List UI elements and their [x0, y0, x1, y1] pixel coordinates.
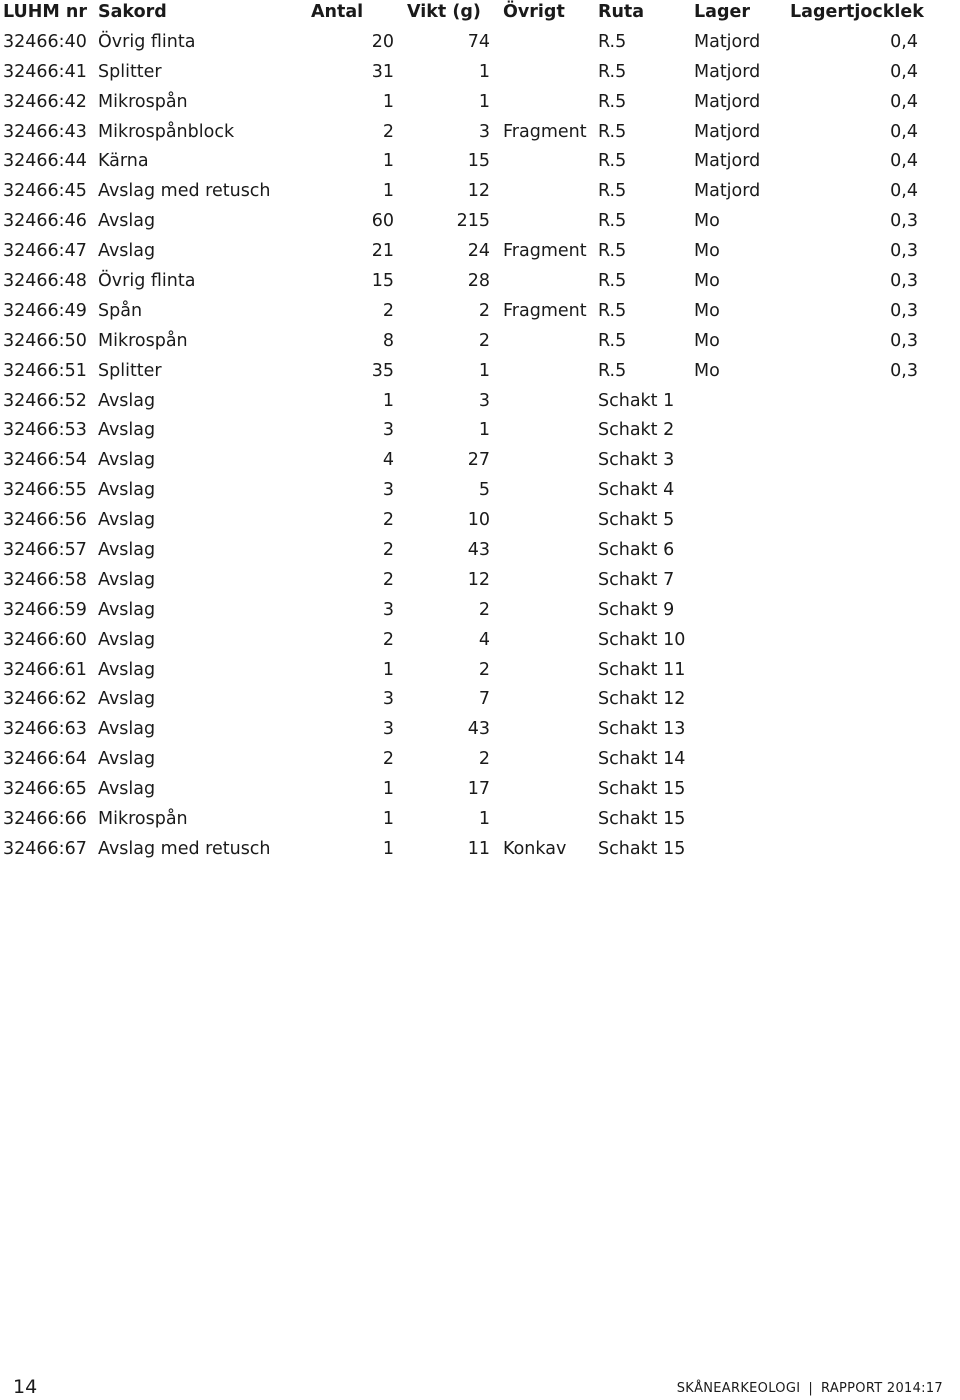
cell-ruta: Schakt 2 [598, 420, 675, 441]
cell-sakord: Avslag [98, 719, 156, 740]
cell-antal: 21 [371, 241, 394, 262]
cell-vikt: 5 [478, 480, 490, 501]
cell-sakord: Avslag [98, 779, 156, 800]
cell-lagertjocklek: 0,3 [890, 360, 918, 381]
cell-ruta: R.5 [598, 300, 627, 321]
page-footer [0, 1372, 960, 1400]
cell-sakord: Övrig flinta [98, 31, 196, 52]
cell-ruta: R.5 [598, 121, 627, 142]
cell-luhm-nr: 32466:41 [3, 61, 87, 82]
table-body [0, 30, 960, 867]
cell-ruta: Schakt 15 [598, 779, 686, 800]
cell-antal: 2 [382, 540, 394, 561]
table-row [0, 149, 960, 179]
cell-lager: Mo [694, 360, 720, 381]
cell-antal: 1 [382, 809, 394, 830]
cell-luhm-nr: 32466:59 [3, 599, 87, 620]
cell-sakord: Mikrospån [98, 809, 188, 830]
header-lager: Lager [694, 2, 750, 22]
table-header-row [0, 0, 960, 30]
cell-ruta: Schakt 10 [598, 629, 686, 650]
cell-vikt: 12 [467, 181, 490, 202]
cell-ruta: R.5 [598, 241, 627, 262]
cell-vikt: 43 [467, 719, 490, 740]
cell-vikt: 2 [478, 599, 490, 620]
cell-luhm-nr: 32466:49 [3, 300, 87, 321]
cell-lagertjocklek: 0,4 [890, 31, 918, 52]
header-sakord: Sakord [98, 2, 167, 22]
cell-luhm-nr: 32466:51 [3, 360, 87, 381]
cell-antal: 35 [371, 360, 394, 381]
cell-sakord: Avslag [98, 569, 156, 590]
cell-sakord: Avslag [98, 480, 156, 501]
cell-antal: 3 [382, 480, 394, 501]
cell-antal: 4 [382, 450, 394, 471]
cell-luhm-nr: 32466:57 [3, 540, 87, 561]
cell-vikt: 1 [478, 809, 490, 830]
cell-vikt: 28 [467, 271, 490, 292]
cell-vikt: 10 [467, 510, 490, 531]
cell-vikt: 3 [478, 390, 490, 411]
cell-ruta: R.5 [598, 181, 627, 202]
table-row [0, 478, 960, 508]
cell-antal: 2 [382, 569, 394, 590]
cell-vikt: 1 [478, 91, 490, 112]
cell-vikt: 2 [478, 659, 490, 680]
cell-ruta: Schakt 6 [598, 540, 675, 561]
cell-vikt: 12 [467, 569, 490, 590]
cell-sakord: Avslag [98, 629, 156, 650]
cell-antal: 31 [371, 61, 394, 82]
cell-ruta: Schakt 12 [598, 689, 686, 710]
cell-lager: Mo [694, 211, 720, 232]
cell-antal: 3 [382, 719, 394, 740]
cell-luhm-nr: 32466:55 [3, 480, 87, 501]
cell-ruta: Schakt 13 [598, 719, 686, 740]
header-ovrigt: Övrigt [503, 2, 565, 22]
footer-separator: | [808, 1381, 814, 1396]
cell-ovrigt: Konkav [503, 838, 567, 859]
cell-sakord: Övrig flinta [98, 271, 196, 292]
cell-ruta: R.5 [598, 360, 627, 381]
table-row [0, 807, 960, 837]
table-row [0, 448, 960, 478]
cell-lagertjocklek: 0,3 [890, 241, 918, 262]
cell-sakord: Splitter [98, 61, 162, 82]
table-row [0, 389, 960, 419]
cell-lagertjocklek: 0,3 [890, 211, 918, 232]
cell-ruta: Schakt 3 [598, 450, 675, 471]
table-row [0, 538, 960, 568]
cell-sakord: Avslag [98, 599, 156, 620]
cell-luhm-nr: 32466:42 [3, 91, 87, 112]
table-row [0, 269, 960, 299]
cell-luhm-nr: 32466:56 [3, 510, 87, 531]
cell-sakord: Avslag [98, 390, 156, 411]
cell-luhm-nr: 32466:63 [3, 719, 87, 740]
cell-ruta: Schakt 9 [598, 599, 675, 620]
cell-ovrigt: Fragment [503, 121, 587, 142]
cell-luhm-nr: 32466:46 [3, 211, 87, 232]
cell-ruta: R.5 [598, 211, 627, 232]
cell-antal: 2 [382, 510, 394, 531]
cell-luhm-nr: 32466:50 [3, 330, 87, 351]
header-luhm-nr: LUHM nr [3, 2, 87, 22]
page-number: 14 [13, 1376, 38, 1398]
table-row [0, 120, 960, 150]
cell-vikt: 11 [467, 838, 490, 859]
cell-antal: 3 [382, 689, 394, 710]
table-row [0, 179, 960, 209]
table-row [0, 239, 960, 269]
cell-luhm-nr: 32466:67 [3, 838, 87, 859]
cell-lagertjocklek: 0,3 [890, 330, 918, 351]
table-row [0, 329, 960, 359]
table-row [0, 209, 960, 239]
cell-vikt: 2 [478, 330, 490, 351]
cell-vikt: 7 [478, 689, 490, 710]
cell-ruta: R.5 [598, 330, 627, 351]
cell-vikt: 1 [478, 360, 490, 381]
cell-ovrigt: Fragment [503, 241, 587, 262]
header-lagertjocklek: Lagertjocklek [790, 2, 924, 22]
cell-antal: 1 [382, 838, 394, 859]
table-row [0, 30, 960, 60]
cell-luhm-nr: 32466:44 [3, 151, 87, 172]
table-row [0, 568, 960, 598]
cell-antal: 60 [371, 211, 394, 232]
cell-lager: Matjord [694, 31, 761, 52]
cell-lagertjocklek: 0,4 [890, 151, 918, 172]
cell-vikt: 2 [478, 749, 490, 770]
cell-luhm-nr: 32466:54 [3, 450, 87, 471]
cell-sakord: Mikrospån [98, 91, 188, 112]
cell-sakord: Avslag [98, 540, 156, 561]
cell-vikt: 24 [467, 241, 490, 262]
cell-ruta: Schakt 14 [598, 749, 686, 770]
table-row [0, 598, 960, 628]
cell-ruta: Schakt 15 [598, 838, 686, 859]
cell-ruta: R.5 [598, 151, 627, 172]
cell-vikt: 43 [467, 540, 490, 561]
table-row [0, 60, 960, 90]
cell-luhm-nr: 32466:58 [3, 569, 87, 590]
cell-luhm-nr: 32466:45 [3, 181, 87, 202]
cell-lagertjocklek: 0,4 [890, 181, 918, 202]
cell-lager: Matjord [694, 151, 761, 172]
cell-antal: 2 [382, 629, 394, 650]
table-row [0, 418, 960, 448]
cell-ruta: R.5 [598, 271, 627, 292]
cell-lagertjocklek: 0,4 [890, 121, 918, 142]
cell-sakord: Avslag [98, 211, 156, 232]
cell-luhm-nr: 32466:40 [3, 31, 87, 52]
cell-luhm-nr: 32466:52 [3, 390, 87, 411]
table-row [0, 508, 960, 538]
cell-antal: 2 [382, 121, 394, 142]
cell-sakord: Avslag [98, 659, 156, 680]
cell-sakord: Splitter [98, 360, 162, 381]
cell-luhm-nr: 32466:61 [3, 659, 87, 680]
cell-vikt: 2 [478, 300, 490, 321]
header-ruta: Ruta [598, 2, 645, 22]
cell-antal: 20 [371, 31, 394, 52]
cell-lagertjocklek: 0,4 [890, 91, 918, 112]
cell-lager: Matjord [694, 181, 761, 202]
cell-sakord: Avslag med retusch [98, 181, 271, 202]
cell-antal: 3 [382, 599, 394, 620]
cell-antal: 1 [382, 181, 394, 202]
table-row [0, 687, 960, 717]
header-antal: Antal [311, 2, 364, 22]
cell-vikt: 15 [467, 151, 490, 172]
publisher-name: SKÅNEARKEOLOGI [676, 1381, 801, 1396]
report-reference [677, 1381, 943, 1396]
cell-lagertjocklek: 0,3 [890, 271, 918, 292]
cell-lager: Matjord [694, 91, 761, 112]
cell-antal: 8 [382, 330, 394, 351]
cell-ruta: Schakt 15 [598, 809, 686, 830]
cell-luhm-nr: 32466:53 [3, 420, 87, 441]
table-row [0, 658, 960, 688]
cell-antal: 1 [382, 779, 394, 800]
cell-vikt: 1 [478, 61, 490, 82]
table-row [0, 299, 960, 329]
cell-vikt: 74 [467, 31, 490, 52]
header-vikt: Vikt (g) [407, 2, 481, 22]
cell-vikt: 17 [467, 779, 490, 800]
cell-ruta: Schakt 1 [598, 390, 675, 411]
table-row [0, 777, 960, 807]
cell-lager: Mo [694, 271, 720, 292]
cell-lager: Matjord [694, 61, 761, 82]
cell-vikt: 4 [478, 629, 490, 650]
cell-luhm-nr: 32466:60 [3, 629, 87, 650]
cell-antal: 15 [371, 271, 394, 292]
cell-sakord: Avslag [98, 749, 156, 770]
table-row [0, 717, 960, 747]
cell-sakord: Avslag [98, 420, 156, 441]
cell-antal: 2 [382, 300, 394, 321]
table-row [0, 837, 960, 867]
cell-antal: 1 [382, 91, 394, 112]
cell-ruta: R.5 [598, 31, 627, 52]
cell-lagertjocklek: 0,3 [890, 300, 918, 321]
cell-luhm-nr: 32466:43 [3, 121, 87, 142]
cell-antal: 3 [382, 420, 394, 441]
cell-antal: 2 [382, 749, 394, 770]
cell-antal: 1 [382, 659, 394, 680]
cell-vikt: 27 [467, 450, 490, 471]
cell-sakord: Mikrospån [98, 330, 188, 351]
table-row [0, 359, 960, 389]
cell-lager: Mo [694, 300, 720, 321]
cell-ovrigt: Fragment [503, 300, 587, 321]
cell-luhm-nr: 32466:66 [3, 809, 87, 830]
cell-luhm-nr: 32466:62 [3, 689, 87, 710]
cell-luhm-nr: 32466:48 [3, 271, 87, 292]
cell-luhm-nr: 32466:47 [3, 241, 87, 262]
cell-antal: 1 [382, 151, 394, 172]
cell-lager: Mo [694, 241, 720, 262]
cell-sakord: Avslag med retusch [98, 838, 271, 859]
cell-lager: Mo [694, 330, 720, 351]
cell-sakord: Mikrospånblock [98, 121, 235, 142]
cell-sakord: Kärna [98, 151, 149, 172]
cell-lager: Matjord [694, 121, 761, 142]
cell-ruta: R.5 [598, 61, 627, 82]
cell-sakord: Avslag [98, 510, 156, 531]
cell-luhm-nr: 32466:65 [3, 779, 87, 800]
cell-ruta: Schakt 7 [598, 569, 675, 590]
cell-sakord: Avslag [98, 689, 156, 710]
report-number: RAPPORT 2014:17 [821, 1381, 943, 1396]
table-row [0, 90, 960, 120]
cell-lagertjocklek: 0,4 [890, 61, 918, 82]
cell-vikt: 1 [478, 420, 490, 441]
cell-sakord: Spån [98, 300, 143, 321]
cell-ruta: Schakt 11 [598, 659, 686, 680]
cell-ruta: R.5 [598, 91, 627, 112]
cell-luhm-nr: 32466:64 [3, 749, 87, 770]
table-row [0, 747, 960, 777]
cell-sakord: Avslag [98, 241, 156, 262]
table-row [0, 628, 960, 658]
cell-vikt: 3 [478, 121, 490, 142]
cell-antal: 1 [382, 390, 394, 411]
cell-sakord: Avslag [98, 450, 156, 471]
cell-ruta: Schakt 5 [598, 510, 675, 531]
cell-vikt: 215 [456, 211, 490, 232]
cell-ruta: Schakt 4 [598, 480, 675, 501]
